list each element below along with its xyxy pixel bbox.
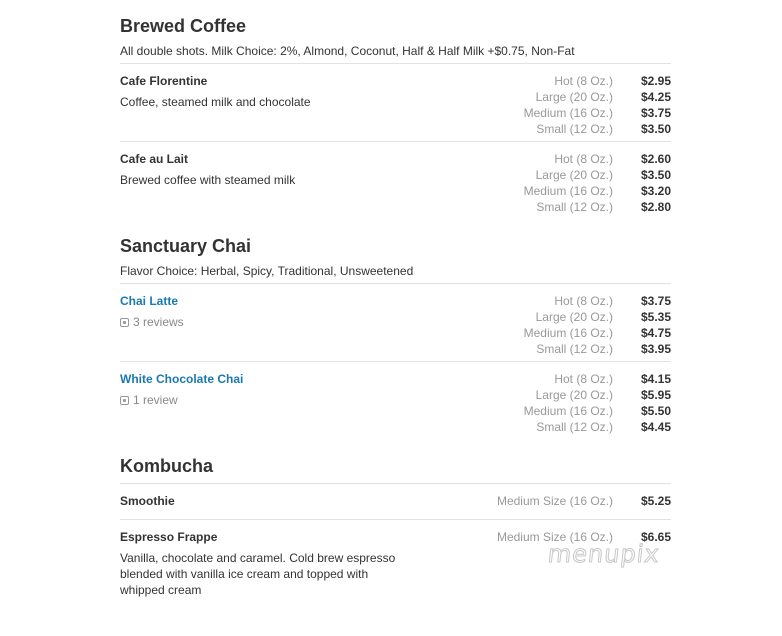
price-list xyxy=(524,151,671,215)
size-label: Large (20 Oz.) xyxy=(535,310,613,324)
size-label: Medium Size (16 Oz.) xyxy=(496,530,613,544)
size-label: Large (20 Oz.) xyxy=(535,168,613,182)
item-name: Cafe Florentine xyxy=(120,74,208,88)
price: $4.75 xyxy=(640,326,671,340)
price-list xyxy=(524,371,671,435)
size-label: Large (20 Oz.) xyxy=(535,388,613,402)
price: $3.95 xyxy=(640,342,671,356)
item-name: Espresso Frappe xyxy=(120,530,218,544)
item-name-link[interactable]: Chai Latte xyxy=(120,294,179,308)
review-icon xyxy=(120,396,129,405)
price-list xyxy=(497,493,671,509)
size-label: Small (12 Oz.) xyxy=(536,420,613,434)
price: $3.50 xyxy=(640,168,671,182)
item-name: Cafe au Lait xyxy=(120,152,189,166)
size-label: Small (12 Oz.) xyxy=(536,200,613,214)
item-name-link[interactable]: White Chocolate Chai xyxy=(120,372,244,386)
size-label: Hot (8 Oz.) xyxy=(554,372,613,386)
price: $3.75 xyxy=(640,294,671,308)
item-name: Smoothie xyxy=(120,494,175,508)
reviews-link[interactable] xyxy=(120,392,440,408)
price: $5.95 xyxy=(640,388,671,402)
section-description: All double shots. Milk Choice: 2%, Almond, Coconut, Half & Half Milk +$0.75, Non-Fat xyxy=(120,44,575,58)
item-description: Brewed coffee with steamed milk xyxy=(120,173,296,187)
section-brewed-coffee xyxy=(120,15,671,59)
review-icon xyxy=(120,318,129,327)
price-list xyxy=(524,293,671,357)
size-label: Hot (8 Oz.) xyxy=(554,74,613,88)
price: $2.95 xyxy=(640,74,671,88)
menu-item-chai-latte[interactable] xyxy=(120,283,671,357)
size-label: Medium (16 Oz.) xyxy=(523,326,613,340)
section-title: Brewed Coffee xyxy=(120,16,247,36)
size-label: Medium (16 Oz.) xyxy=(523,404,613,418)
review-count: 1 review xyxy=(133,393,178,407)
menu-item-white-chocolate-chai[interactable] xyxy=(120,361,671,435)
price: $5.35 xyxy=(640,310,671,324)
size-label: Medium Size (16 Oz.) xyxy=(496,494,613,508)
size-label: Hot (8 Oz.) xyxy=(554,152,613,166)
section-sanctuary-chai xyxy=(120,235,671,279)
size-label: Large (20 Oz.) xyxy=(535,90,613,104)
menupix-watermark: menupix xyxy=(546,540,662,568)
section-kombucha xyxy=(120,455,671,477)
item-description: Vanilla, chocolate and caramel. Cold brew espresso blended with vanilla ice cream and topped with whipped cream xyxy=(120,551,396,597)
price: $4.25 xyxy=(640,90,671,104)
price: $5.50 xyxy=(640,404,671,418)
price: $5.25 xyxy=(640,494,671,508)
reviews-link[interactable] xyxy=(120,314,440,330)
price: $2.80 xyxy=(640,200,671,214)
size-label: Hot (8 Oz.) xyxy=(554,294,613,308)
size-label: Small (12 Oz.) xyxy=(536,122,613,136)
menu-item-cafe-au-lait[interactable] xyxy=(120,141,671,215)
review-count: 3 reviews xyxy=(133,315,184,329)
price: $4.15 xyxy=(640,372,671,386)
section-title: Kombucha xyxy=(120,456,214,476)
menu-item-cafe-florentine[interactable] xyxy=(120,63,671,137)
size-label: Medium (16 Oz.) xyxy=(523,184,613,198)
price: $3.20 xyxy=(640,184,671,198)
price: $6.65 xyxy=(640,530,671,544)
price: $3.75 xyxy=(640,106,671,120)
price: $4.45 xyxy=(640,420,671,434)
section-description: Flavor Choice: Herbal, Spicy, Traditional, Unsweetened xyxy=(120,264,414,278)
price: $2.60 xyxy=(640,152,671,166)
price: $3.50 xyxy=(640,122,671,136)
section-title: Sanctuary Chai xyxy=(120,236,252,256)
menu-item-smoothie[interactable] xyxy=(120,483,671,509)
price-list xyxy=(524,73,671,137)
size-label: Medium (16 Oz.) xyxy=(523,106,613,120)
size-label: Small (12 Oz.) xyxy=(536,342,613,356)
item-description: Coffee, steamed milk and chocolate xyxy=(120,95,311,109)
